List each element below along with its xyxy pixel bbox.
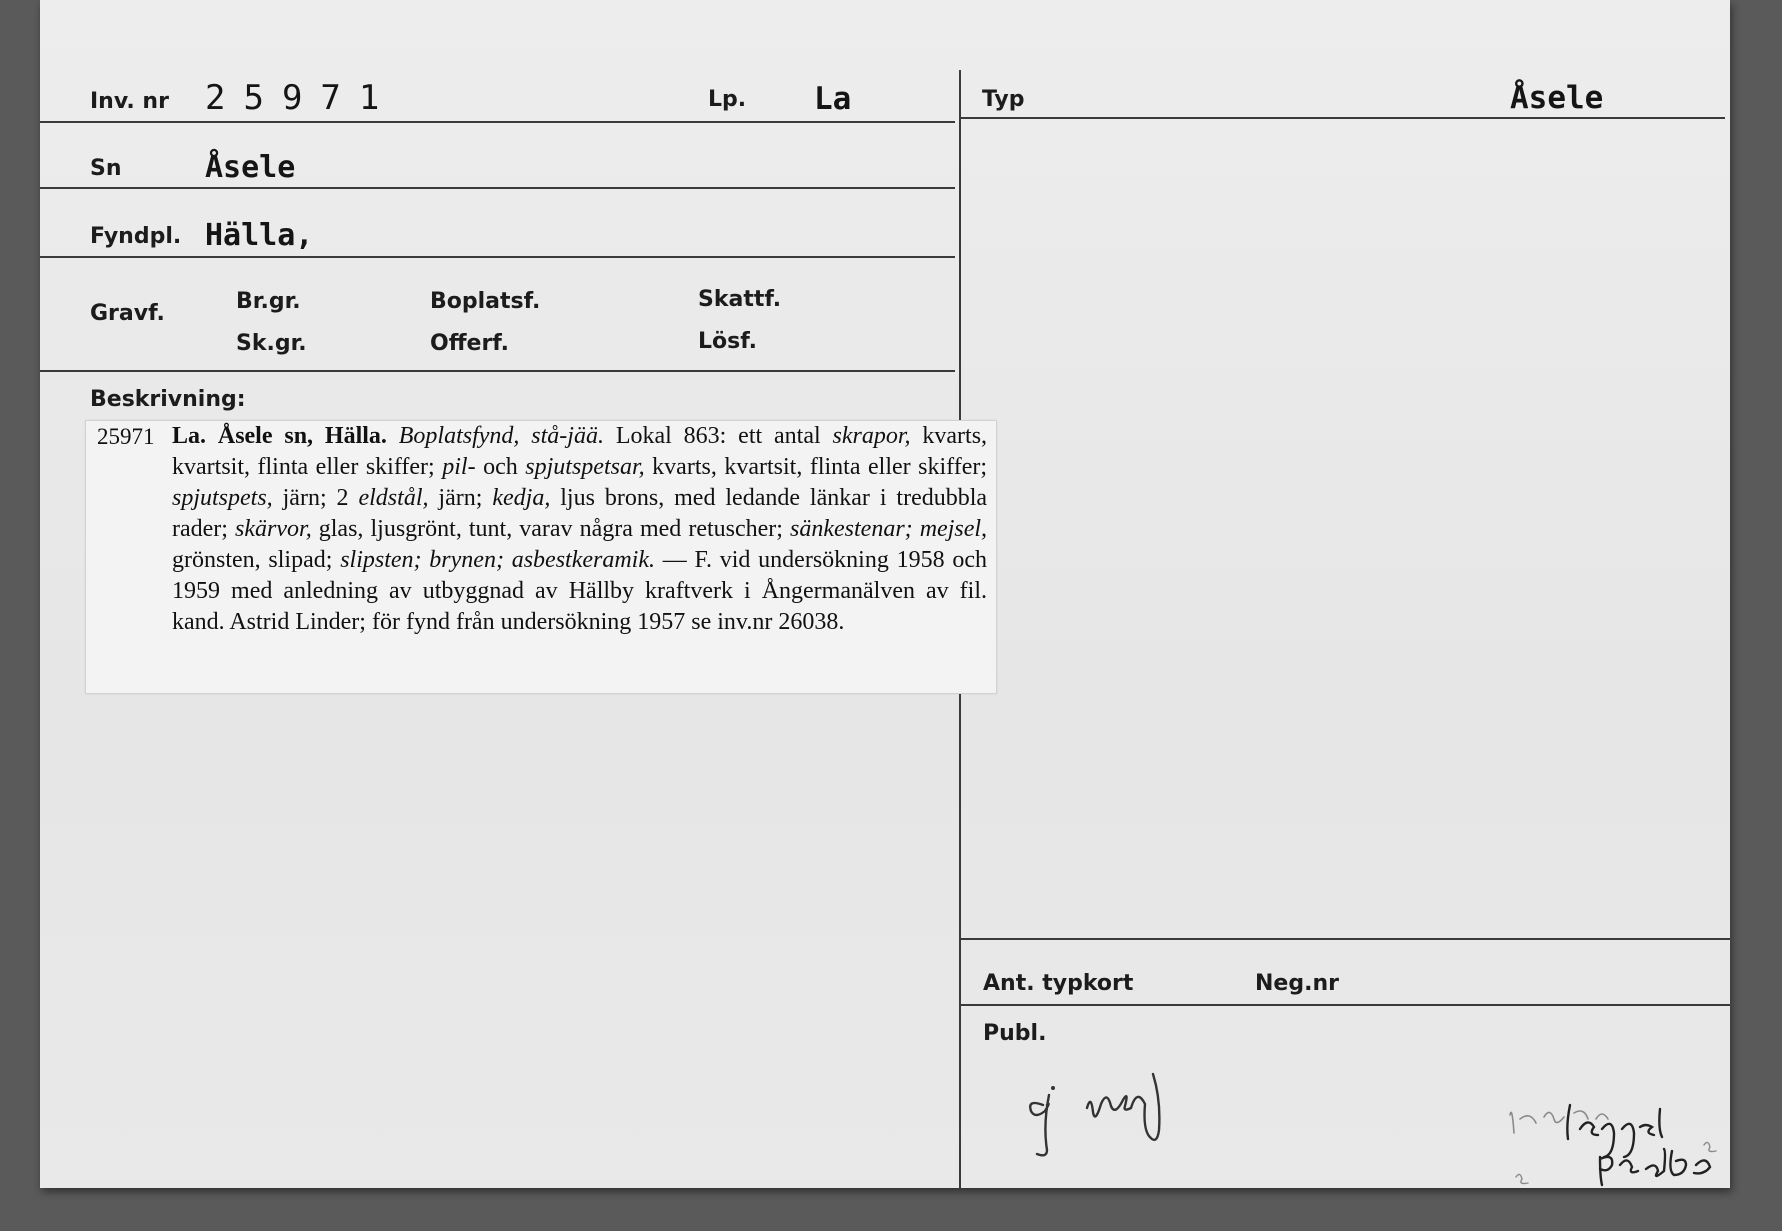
ant-typkort-label: Ant. typkort xyxy=(983,971,1134,996)
desc-part-8: spjutspetsar, xyxy=(525,454,645,480)
rule-neg xyxy=(961,1004,1730,1006)
description-text xyxy=(172,421,987,638)
rule-sn xyxy=(40,187,955,189)
sn-value: Åsele xyxy=(205,150,296,185)
desc-part-14: kedja, xyxy=(492,485,551,511)
desc-part-17: glas, ljusgrönt, tunt, varav några med retuscher; xyxy=(318,516,783,542)
handwritten-publ-note xyxy=(1015,1050,1225,1160)
description-slip xyxy=(85,420,997,694)
desc-part-18: sänkestenar; mejsel, xyxy=(790,516,988,542)
lp-label: Lp. xyxy=(708,87,747,112)
rule-inv xyxy=(40,121,955,123)
desc-part-7: och xyxy=(483,454,518,480)
beskrivning-label: Beskrivning: xyxy=(90,387,246,412)
rule-fyndpl xyxy=(40,256,955,258)
rule-typ xyxy=(961,117,1725,119)
publ-label: Publ. xyxy=(983,1021,1047,1046)
fyndpl-value: Hälla, xyxy=(205,218,314,253)
description-number: 25971 xyxy=(97,424,155,449)
boplatsf-label: Boplatsf. xyxy=(430,289,541,314)
desc-part-1: La. Åsele sn, Hälla. xyxy=(172,423,387,449)
desc-part-5: kvarts, kvartsit, flinta eller skiffer; xyxy=(172,423,988,480)
rule-gravf xyxy=(40,370,955,372)
desc-part-11: järn; 2 xyxy=(282,485,349,511)
skgr-label: Sk.gr. xyxy=(236,331,307,356)
catalog-card xyxy=(40,0,1730,1188)
desc-part-3: Lokal 863: ett antal xyxy=(615,423,821,449)
desc-part-20: slipsten; brynen; asbestkeramik. xyxy=(340,547,655,573)
lp-value: La xyxy=(814,81,852,117)
desc-part-15: ljus brons, med ledande länkar i tredubbla rader; xyxy=(172,485,988,542)
skattf-label: Skattf. xyxy=(698,287,782,312)
typ-label: Typ xyxy=(982,87,1025,112)
desc-part-12: eldstål, xyxy=(358,485,429,511)
handwritten-corner-note xyxy=(1500,1095,1720,1190)
desc-part-19: grönsten, slipad; xyxy=(172,547,333,573)
typ-value: Åsele xyxy=(1510,80,1604,116)
losf-label: Lösf. xyxy=(698,329,757,354)
desc-part-4: skrapor, xyxy=(832,423,911,449)
gravf-label: Gravf. xyxy=(90,301,165,326)
desc-part-13: järn; xyxy=(438,485,483,511)
inv-nr-label: Inv. nr xyxy=(90,89,169,114)
sn-label: Sn xyxy=(90,156,122,181)
rule-ant-typkort xyxy=(961,938,1730,940)
desc-part-9: kvarts, kvartsit, flinta eller skiffer; xyxy=(652,454,988,480)
desc-part-2: Boplatsfynd, stå-jää. xyxy=(398,423,604,449)
desc-part-10: spjutspets, xyxy=(172,485,273,511)
offerf-label: Offerf. xyxy=(430,331,510,356)
brgr-label: Br.gr. xyxy=(236,289,301,314)
fyndpl-label: Fyndpl. xyxy=(90,224,182,249)
neg-nr-label: Neg.nr xyxy=(1255,971,1339,996)
desc-part-16: skärvor, xyxy=(235,516,312,542)
desc-part-6: pil- xyxy=(442,454,476,480)
desc-part-21: — F. vid undersökning 1958 och 1959 med anledning av utbyggnad av Hällby kraftverk i Ångermanälven av fil. kand. Astrid Linder; för fynd från undersökning 1957 se inv.nr 26038. xyxy=(172,547,988,635)
inv-nr-value: 25971 xyxy=(205,78,398,118)
